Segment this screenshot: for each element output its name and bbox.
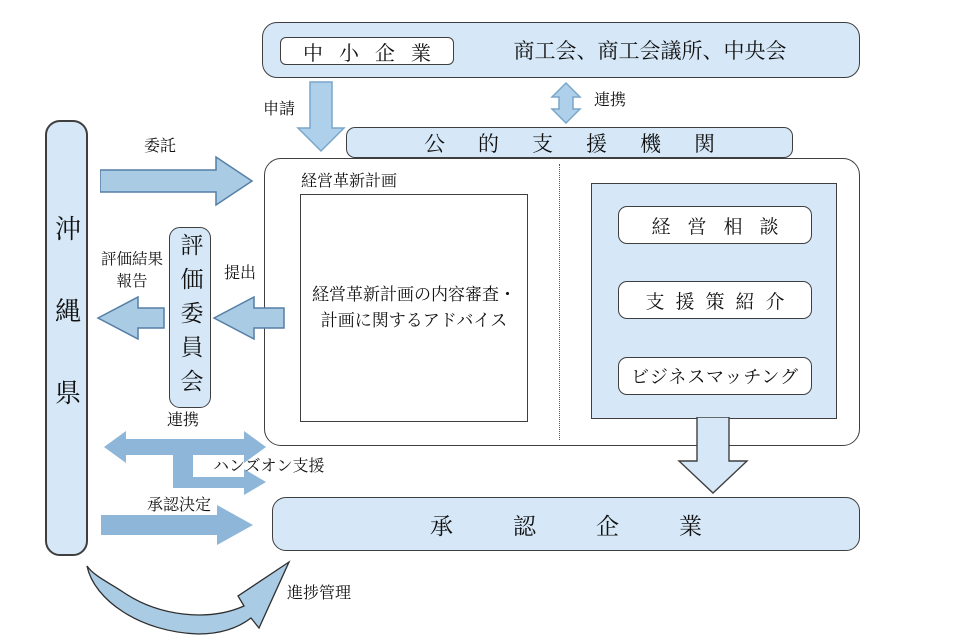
public-support-label: 公的支援機関 [424,132,748,156]
public-support-header [346,127,793,158]
result-report-arrow [96,294,166,342]
cooperation-bottom-label: 連携 [167,412,200,429]
plan-review-line1: 経営革新計画の内容審査・ [312,284,516,304]
sme-box [280,37,454,65]
approval-decision-label: 承認決定 [147,497,212,514]
support-panel [591,183,837,419]
commission-arrow [100,154,254,208]
approval-decision-arrow [101,503,255,547]
application-arrow [290,80,352,154]
dotted-divider [559,164,560,440]
commission-label: 委託 [144,138,177,155]
result-report-label [92,249,172,294]
committee-label: 評価委員会 [177,232,204,403]
plan-review-box [300,194,528,422]
consult-box [618,206,812,244]
plan-review-line2: 計画に関するアドバイス [320,311,508,330]
support-intro-box [618,281,812,319]
cooperation-top-label: 連携 [594,92,627,109]
result-report-line1: 評価結果 [100,251,163,268]
approved-box [272,497,860,551]
support-intro-label: 支援策紹介 [645,291,796,313]
chambers-label: 商工会、商工会議所、中央会 [513,40,787,63]
progress-arrow [78,550,303,642]
biz-matching-box [618,357,812,395]
main-container [264,158,860,446]
committee-box [169,227,211,408]
okinawa-label: 沖縄県 [51,215,82,461]
approved-label: 承認企業 [430,512,762,539]
biz-matching-label: ビジネスマッチング [630,367,800,387]
submission-arrow [212,294,286,342]
sme-label: 中小企業 [303,42,447,65]
cooperation-top-arrow [547,82,585,124]
chambers-label-wrap [485,23,815,77]
application-label: 申請 [263,101,296,118]
submission-label: 提出 [224,265,257,282]
big-down-arrow [672,417,754,495]
sme-chambers-box [262,22,860,78]
hands-on-label: ハンズオン支援 [213,458,325,475]
plan-label: 経営革新計画 [301,173,398,190]
result-report-line2: 報告 [116,273,148,291]
okinawa-bar [45,120,88,556]
consult-label: 経営相談 [651,216,796,238]
progress-label: 進捗管理 [287,585,352,602]
